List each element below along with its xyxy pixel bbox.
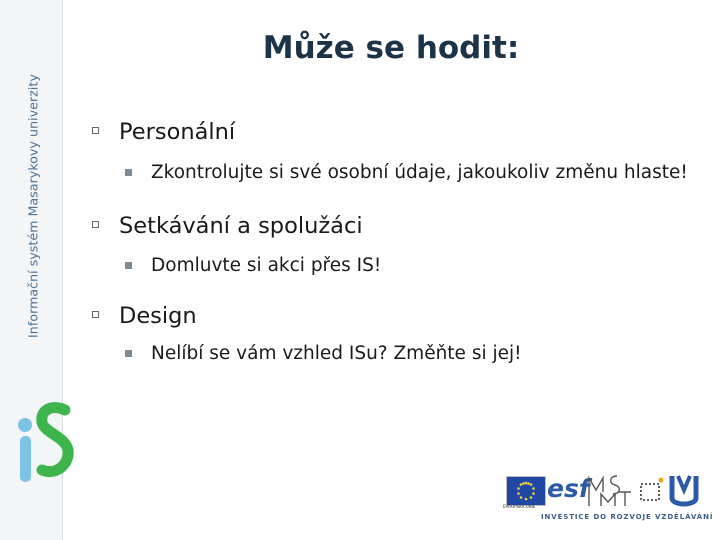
bullet-heading: Setkávání a spolužáci	[119, 213, 363, 240]
bullet-group	[92, 212, 692, 279]
bullet-group	[92, 302, 692, 367]
op-stars-icon	[635, 476, 665, 506]
sub-bullet-text: Zkontrolujte si své osobní údaje, jakoukoliv změnu hlaste!	[151, 162, 688, 184]
sub-bullet	[125, 253, 692, 279]
square-bullet-icon	[92, 221, 99, 228]
sub-bullet-text: Domluvte si akci přes IS!	[151, 255, 382, 277]
sub-bullet	[125, 341, 692, 367]
filled-square-bullet-icon	[125, 169, 132, 176]
sidebar-vertical-title: Informační systém Masarykovy univerzity	[25, 74, 41, 338]
bullet-heading: Design	[119, 303, 197, 330]
slide-content	[92, 118, 692, 367]
op-logo-icon	[669, 472, 699, 508]
eu-label: EVROPSKÁ UNIE	[503, 504, 536, 509]
funding-caption: INVESTICE DO ROZVOJE VZDĚLÁVÁNÍ	[541, 513, 714, 521]
sidebar	[0, 0, 63, 540]
funding-logos	[503, 470, 714, 526]
eu-flag-icon	[506, 476, 546, 506]
bullet-design	[92, 302, 692, 330]
filled-square-bullet-icon	[125, 350, 132, 357]
filled-square-bullet-icon	[125, 262, 132, 269]
sub-bullet	[125, 160, 692, 186]
msmt-logo-icon	[587, 472, 631, 508]
esf-logo: esf	[547, 474, 590, 503]
is-logo-icon	[8, 392, 82, 494]
bullet-group	[92, 118, 692, 186]
slide-title: Může se hodit:	[262, 30, 520, 66]
square-bullet-icon	[92, 311, 99, 318]
sub-bullet-text: Nelíbí se vám vzhled ISu? Změňte si jej!	[151, 343, 522, 365]
square-bullet-icon	[92, 127, 99, 134]
bullet-personal	[92, 118, 692, 146]
bullet-heading: Personální	[119, 119, 236, 145]
bullet-meetings	[92, 212, 692, 240]
